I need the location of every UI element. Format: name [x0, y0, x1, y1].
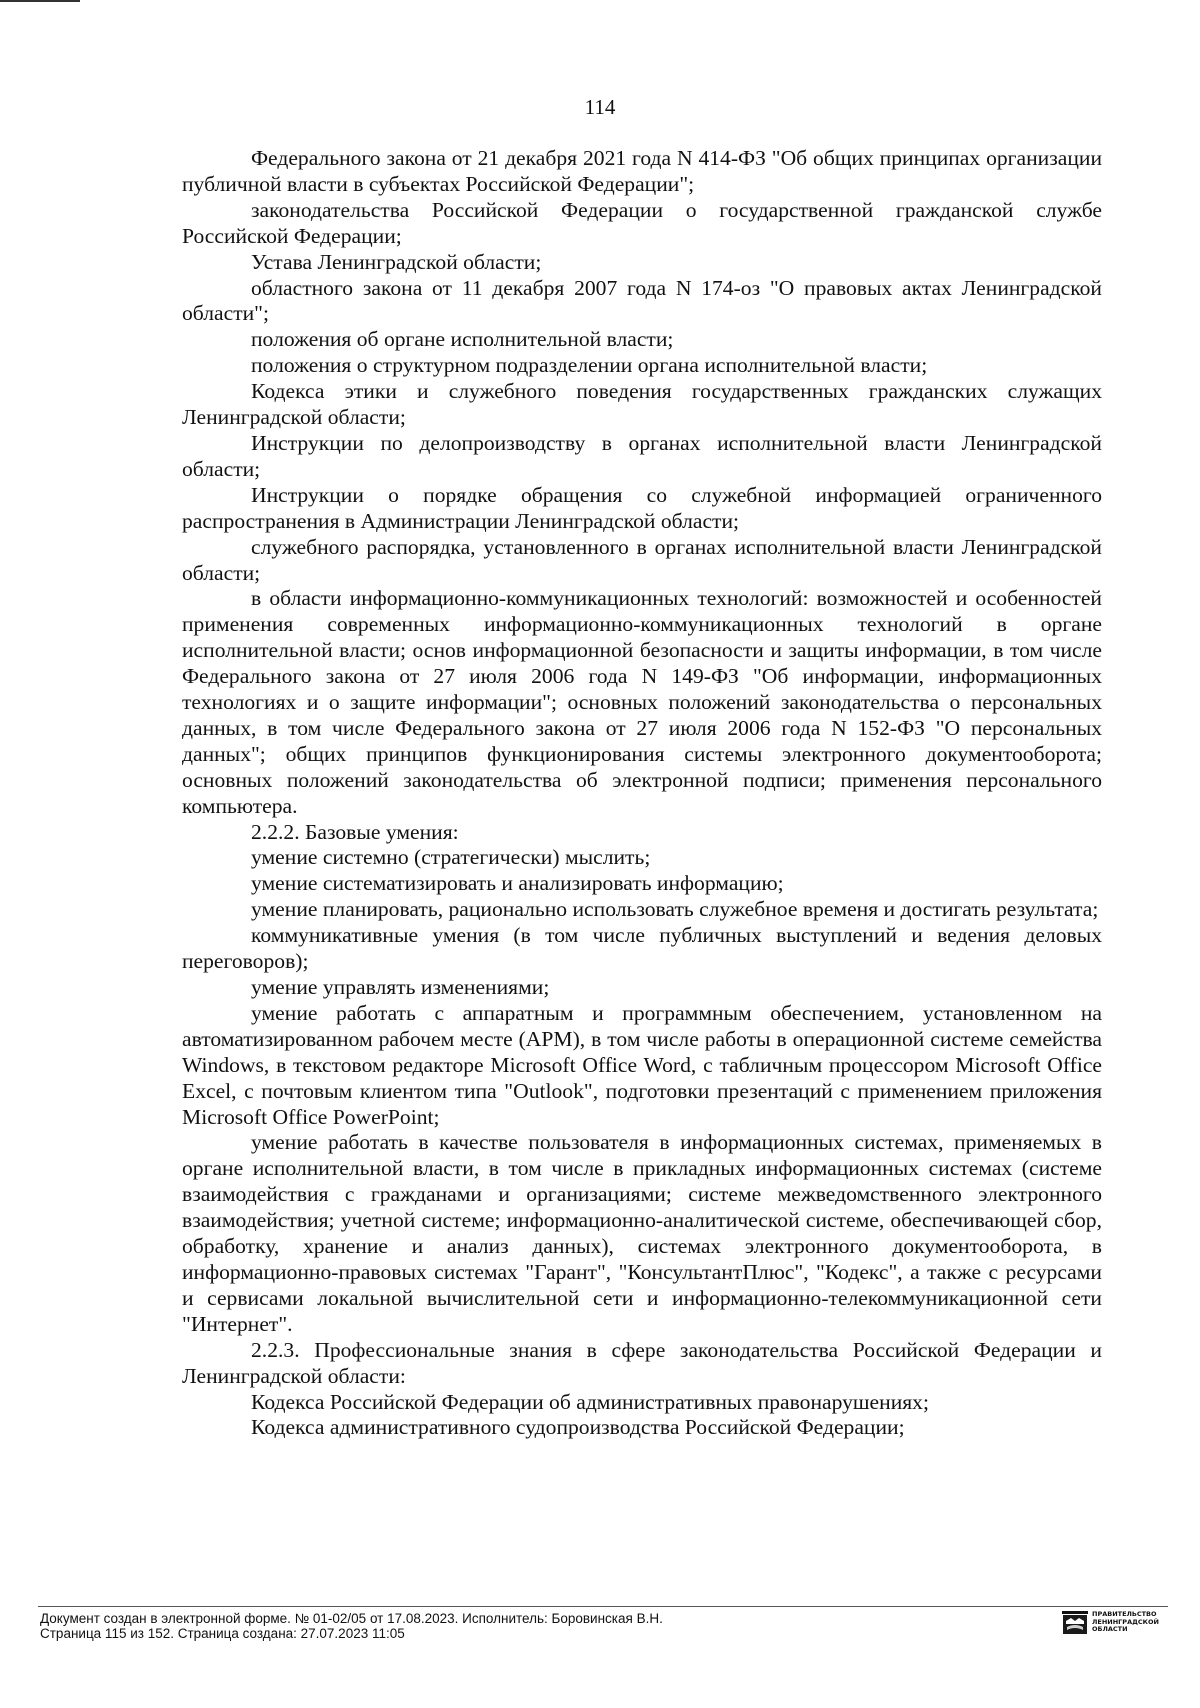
- footer-divider: [38, 1606, 1168, 1607]
- page-number: 114: [584, 95, 616, 119]
- paragraph: служебного распорядка, установленного в органах исполнительной власти Ленинградской области;: [182, 534, 1102, 585]
- paragraph: Устава Ленинградской области;: [251, 249, 542, 274]
- footer-document-info: Документ создан в электронной форме. № 01-02/05 от 17.08.2023. Исполнитель: Боровинская В.Н.: [40, 1611, 663, 1626]
- paragraph: положения об органе исполнительной власти;: [251, 327, 674, 352]
- paragraph: умение управлять изменениями;: [251, 975, 550, 999]
- stamp-line: ОБЛАСТИ: [1092, 1625, 1128, 1633]
- paragraph: Инструкции о порядке обращения со служебной информацией ограниченного распространения в Администрации Ленинградской области;: [182, 482, 1102, 533]
- leningrad-region-emblem-icon: [1062, 1611, 1088, 1635]
- paragraph: Федерального закона от 21 декабря 2021 года N 414-ФЗ "Об общих принципах организации публичной власти в субъектах Российской Федерации";: [182, 146, 1102, 196]
- government-stamp: [1062, 1607, 1172, 1641]
- paragraph: областного закона от 11 декабря 2007 года N 174-оз "О правовых актах Ленинградской области";: [182, 275, 1102, 326]
- section-heading: 2.2.3. Профессиональные знания в сфере законодательства Российской Федерации и Ленинградской области:: [182, 1337, 1102, 1388]
- paragraph: Кодекса этики и служебного поведения государственных гражданских служащих Ленинградской области;: [182, 379, 1102, 430]
- stamp-line: ПРАВИТЕЛЬСТВО: [1092, 1610, 1157, 1618]
- paragraph: умение работать в качестве пользователя в информационных системах, применяемых в органе исполнительной власти, в том числе в прикладных информационных системах (системе взаимодействия с гражданами и организациями; системе межведомственного электронного взаимодействия; учетной системе; информационно-аналитической системе, обеспечивающей сбор, обработку, хранение и анализ данных), системах электронного документооборота, в информационно-правовых системах "Гарант", "КонсультантПлюс", "Кодекс", а также с ресурсами и сервисами локальной вычислительной сети и информационно-телекоммуникационной сети "Интернет".: [182, 1130, 1102, 1336]
- footer-page-info: Страница 115 из 152. Страница создана: 27.07.2023 11:05: [40, 1626, 405, 1641]
- paragraph: коммуникативные умения (в том числе публичных выступлений и ведения деловых переговоров);: [182, 923, 1102, 974]
- paragraph: умение работать с аппаратным и программным обеспечением, установленном на автоматизированном рабочем месте (АРМ), в том числе работы в операционной системе семейства Windows, в текстовом редакторе Microsoft Office Word, с табличным процессором Microsoft Office Excel, с почтовым клиентом типа "Outlook", подготовки презентаций с применением приложения Microsoft Office PowerPoint;: [182, 1000, 1102, 1129]
- paragraph: положения о структурном подразделении органа исполнительной власти;: [251, 353, 928, 378]
- paragraph: Инструкции по делопроизводству в органах исполнительной власти Ленинградской области;: [182, 430, 1102, 481]
- stamp-text: [1092, 1611, 1159, 1634]
- paragraph: Кодекса административного судопроизводства Российской Федерации;: [251, 1415, 905, 1440]
- paragraph: умение систематизировать и анализировать информацию;: [251, 871, 784, 896]
- top-rule: [0, 0, 80, 2]
- section-heading: 2.2.2. Базовые умения:: [251, 819, 459, 844]
- paragraph: Кодекса Российской Федерации об административных правонарушениях;: [251, 1389, 929, 1414]
- paragraph: умение системно (стратегически) мыслить;: [251, 845, 651, 870]
- paragraph: законодательства Российской Федерации о государственной гражданской службе Российской Федерации;: [182, 197, 1102, 248]
- document-body: [182, 146, 1102, 1441]
- paragraph: умение планировать, рационально использовать служебное временя и достигать результата;: [251, 897, 1099, 922]
- paragraph: в области информационно-коммуникационных технологий: возможностей и особенностей применения современных информационно-коммуникационных технологий в органе исполнительной власти; основ информационной безопасности и защиты информации, в том числе Федерального закона от 27 июля 2006 года N 149-ФЗ "Об информации, информационных технологиях и о защите информации"; основных положений законодательства о персональных данных, в том числе Федерального закона от 27 июля 2006 года N 152-ФЗ "О персональных данных"; общих принципов функционирования системы электронного документооборота; основных положений законодательства об электронной подписи; применения персонального компьютера.: [182, 586, 1102, 818]
- document-footer: [40, 1611, 663, 1641]
- stamp-line: ЛЕНИНГРАДСКОЙ: [1092, 1617, 1159, 1626]
